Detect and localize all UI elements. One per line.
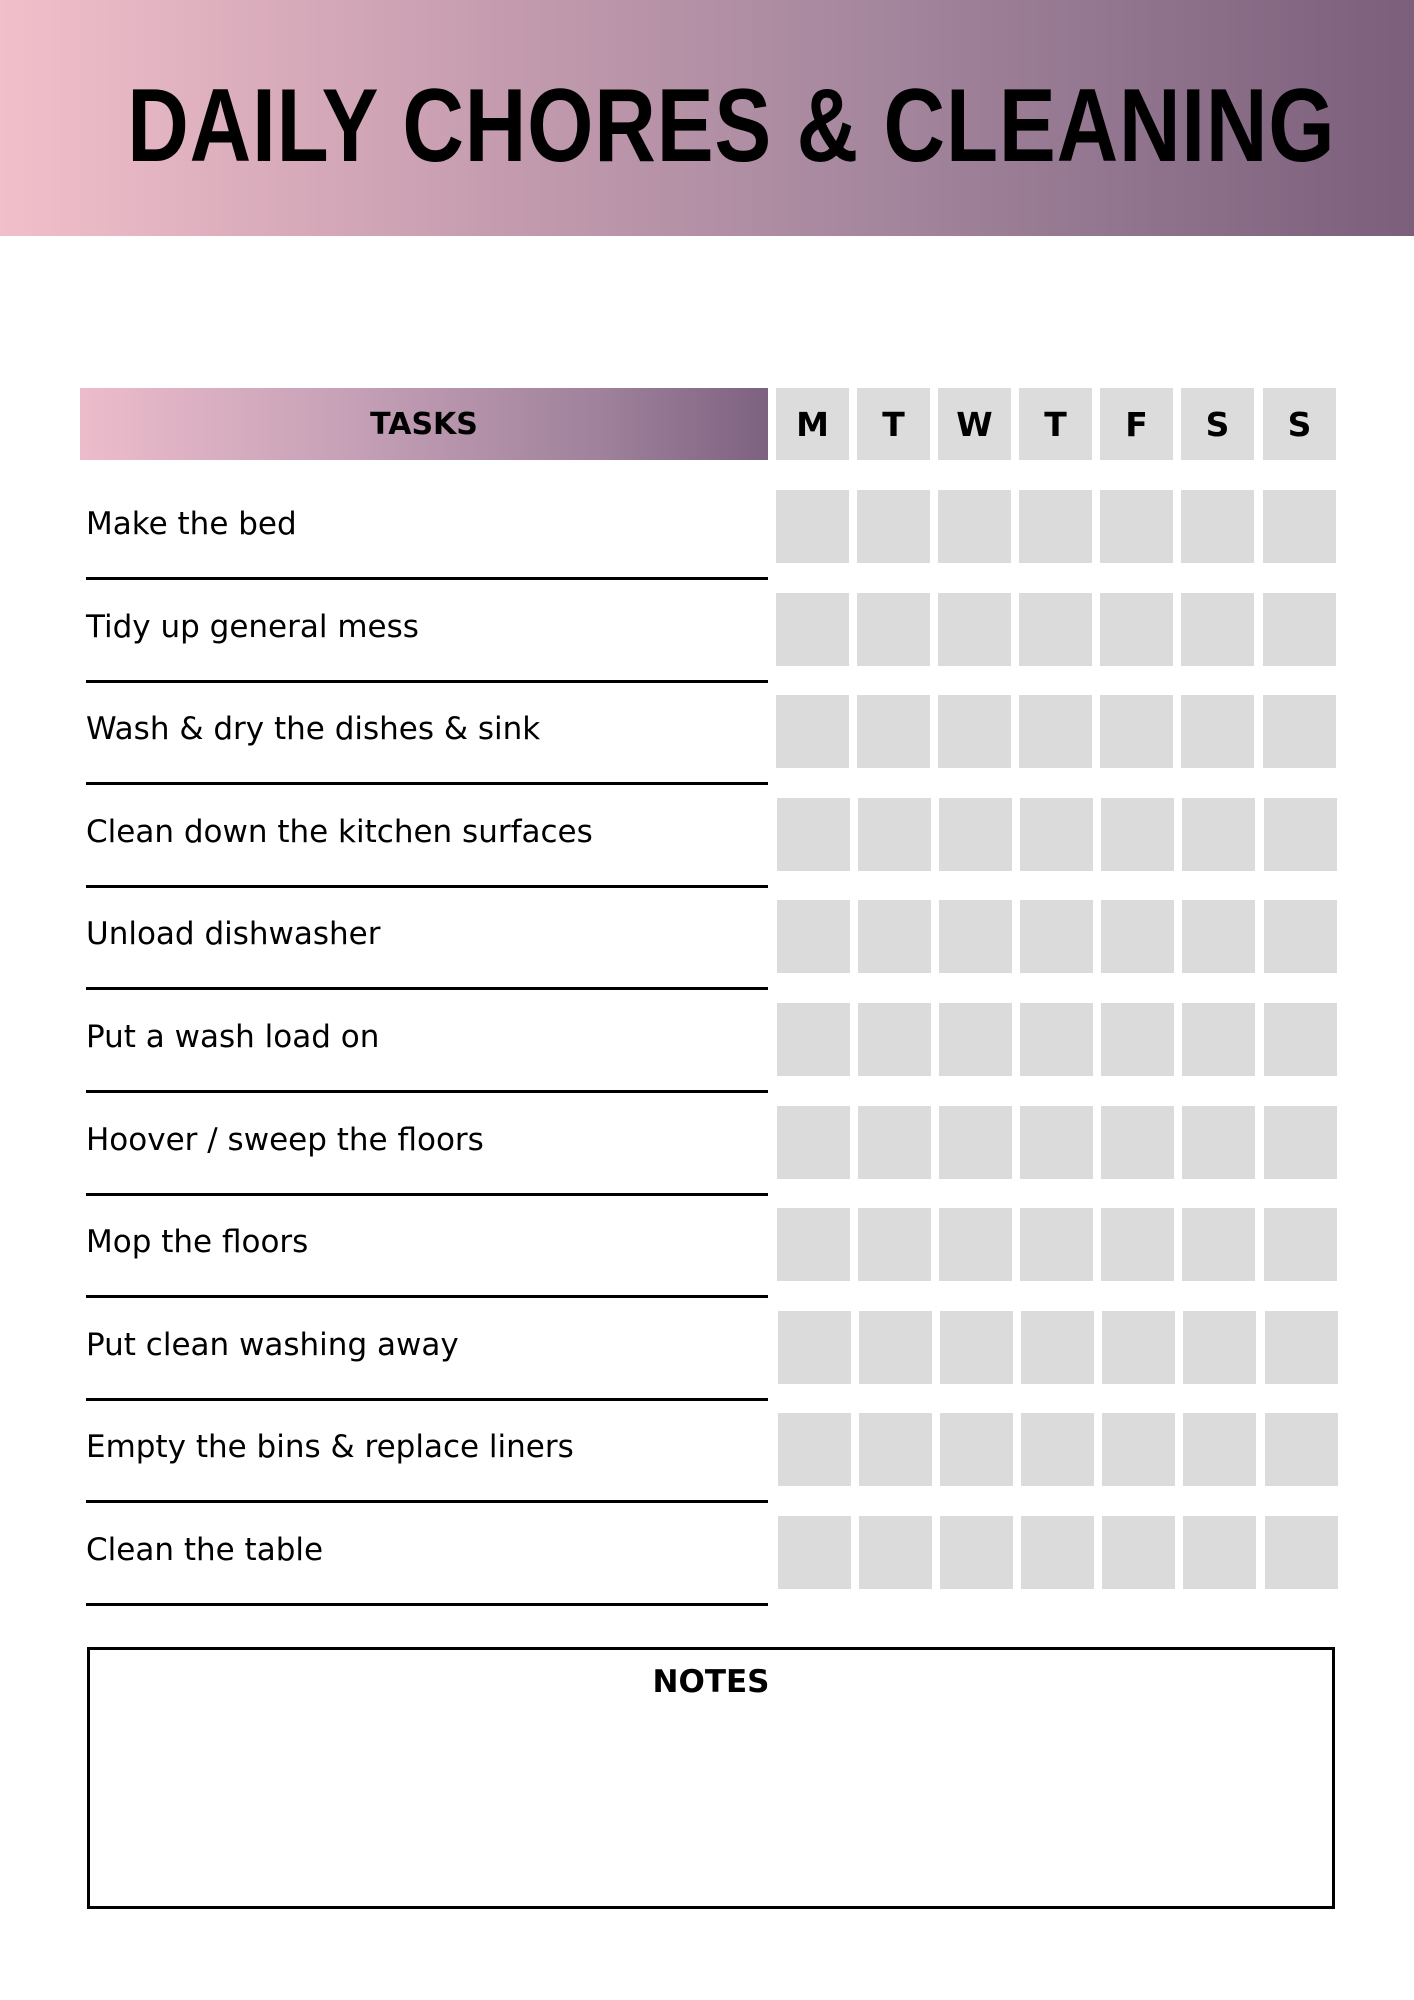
checkbox-cell[interactable] xyxy=(1264,1106,1337,1179)
checkbox-cell[interactable] xyxy=(1101,900,1174,973)
task-underline xyxy=(86,782,768,785)
task-underline xyxy=(86,987,768,990)
checkbox-cell[interactable] xyxy=(778,1311,851,1384)
checkbox-cell[interactable] xyxy=(1019,593,1092,666)
checkbox-cell[interactable] xyxy=(1020,798,1093,871)
checkbox-cell[interactable] xyxy=(939,900,1012,973)
day-header-5: S xyxy=(1181,388,1254,460)
checkbox-cell[interactable] xyxy=(1102,1413,1175,1486)
checkbox-cell[interactable] xyxy=(1101,1003,1174,1076)
checkbox-cell[interactable] xyxy=(1182,1003,1255,1076)
task-label: Mop the floors xyxy=(86,1224,309,1260)
checkbox-cell[interactable] xyxy=(858,1003,931,1076)
checkbox-cell[interactable] xyxy=(1020,1106,1093,1179)
checkbox-cell[interactable] xyxy=(1265,1311,1338,1384)
task-label: Tidy up general mess xyxy=(86,609,419,645)
checkbox-cell[interactable] xyxy=(1264,1208,1337,1281)
checkbox-cell[interactable] xyxy=(1100,695,1173,768)
checkbox-cell[interactable] xyxy=(1182,1106,1255,1179)
checkbox-cell[interactable] xyxy=(938,490,1011,563)
checkbox-cell[interactable] xyxy=(1264,1003,1337,1076)
task-label: Put clean washing away xyxy=(86,1327,459,1363)
checkbox-cell[interactable] xyxy=(1263,695,1336,768)
day-header-1: T xyxy=(857,388,930,460)
checkbox-cell[interactable] xyxy=(940,1413,1013,1486)
checkbox-cell[interactable] xyxy=(1020,900,1093,973)
checkbox-cell[interactable] xyxy=(940,1516,1013,1589)
checkbox-cell[interactable] xyxy=(1183,1516,1256,1589)
task-underline xyxy=(86,1295,768,1298)
day-header-2: W xyxy=(938,388,1011,460)
checkbox-cell[interactable] xyxy=(1021,1311,1094,1384)
checkbox-cell[interactable] xyxy=(857,490,930,563)
checkbox-cell[interactable] xyxy=(940,1311,1013,1384)
checkbox-cell[interactable] xyxy=(939,1208,1012,1281)
task-underline xyxy=(86,1090,768,1093)
checkbox-cell[interactable] xyxy=(1102,1311,1175,1384)
task-label: Empty the bins & replace liners xyxy=(86,1429,574,1465)
checkbox-cell[interactable] xyxy=(1183,1311,1256,1384)
checkbox-cell[interactable] xyxy=(1021,1413,1094,1486)
task-label: Unload dishwasher xyxy=(86,916,381,952)
checkbox-cell[interactable] xyxy=(938,695,1011,768)
checkbox-cell[interactable] xyxy=(1263,490,1336,563)
task-label: Clean the table xyxy=(86,1532,324,1568)
checkbox-cell[interactable] xyxy=(1264,900,1337,973)
checkbox-cell[interactable] xyxy=(1020,1208,1093,1281)
checkbox-cell[interactable] xyxy=(938,593,1011,666)
checkbox-cell[interactable] xyxy=(1102,1516,1175,1589)
checkbox-cell[interactable] xyxy=(1100,490,1173,563)
notes-title: NOTES xyxy=(652,1664,770,1700)
checkbox-cell[interactable] xyxy=(1181,695,1254,768)
checkbox-cell[interactable] xyxy=(1183,1413,1256,1486)
checkbox-cell[interactable] xyxy=(1181,593,1254,666)
checkbox-cell[interactable] xyxy=(939,1003,1012,1076)
day-header-6: S xyxy=(1263,388,1336,460)
checkbox-cell[interactable] xyxy=(1265,1516,1338,1589)
checkbox-cell[interactable] xyxy=(777,1003,850,1076)
checkbox-cell[interactable] xyxy=(857,593,930,666)
checkbox-cell[interactable] xyxy=(1101,1208,1174,1281)
checkbox-cell[interactable] xyxy=(1020,1003,1093,1076)
checkbox-cell[interactable] xyxy=(1182,798,1255,871)
checkbox-cell[interactable] xyxy=(777,1208,850,1281)
checkbox-cell[interactable] xyxy=(1265,1413,1338,1486)
tasks-header: TASKS xyxy=(80,388,768,460)
checkbox-cell[interactable] xyxy=(776,593,849,666)
task-label: Put a wash load on xyxy=(86,1019,380,1055)
task-underline xyxy=(86,885,768,888)
checkbox-cell[interactable] xyxy=(939,1106,1012,1179)
task-label: Clean down the kitchen surfaces xyxy=(86,814,593,850)
checkbox-cell[interactable] xyxy=(776,695,849,768)
checkbox-cell[interactable] xyxy=(1182,900,1255,973)
checkbox-cell[interactable] xyxy=(1100,593,1173,666)
checkbox-cell[interactable] xyxy=(857,695,930,768)
checkbox-cell[interactable] xyxy=(859,1311,932,1384)
task-underline xyxy=(86,1500,768,1503)
checkbox-cell[interactable] xyxy=(858,1208,931,1281)
checkbox-cell[interactable] xyxy=(858,1106,931,1179)
day-header-3: T xyxy=(1019,388,1092,460)
task-underline xyxy=(86,680,768,683)
task-underline xyxy=(86,1603,768,1606)
checkbox-cell[interactable] xyxy=(1019,695,1092,768)
checkbox-cell[interactable] xyxy=(1021,1516,1094,1589)
page-title: DAILY CHORES & CLEANING xyxy=(127,68,1336,184)
checkbox-cell[interactable] xyxy=(1101,798,1174,871)
checkbox-cell[interactable] xyxy=(777,1106,850,1179)
checkbox-cell[interactable] xyxy=(939,798,1012,871)
checkbox-cell[interactable] xyxy=(859,1413,932,1486)
task-label: Hoover / sweep the floors xyxy=(86,1122,484,1158)
checkbox-cell[interactable] xyxy=(1264,798,1337,871)
day-header-4: F xyxy=(1100,388,1173,460)
day-header-0: M xyxy=(776,388,849,460)
checkbox-cell[interactable] xyxy=(1181,490,1254,563)
task-underline xyxy=(86,577,768,580)
task-underline xyxy=(86,1193,768,1196)
task-label: Make the bed xyxy=(86,506,297,542)
checkbox-cell[interactable] xyxy=(858,900,931,973)
checkbox-cell[interactable] xyxy=(859,1516,932,1589)
checkbox-cell[interactable] xyxy=(777,900,850,973)
checkbox-cell[interactable] xyxy=(858,798,931,871)
checkbox-cell[interactable] xyxy=(1182,1208,1255,1281)
checkbox-cell[interactable] xyxy=(1101,1106,1174,1179)
checkbox-cell[interactable] xyxy=(776,490,849,563)
task-label: Wash & dry the dishes & sink xyxy=(86,711,541,747)
notes-box[interactable] xyxy=(87,1647,1335,1909)
checkbox-cell[interactable] xyxy=(1263,593,1336,666)
checkbox-cell[interactable] xyxy=(778,1413,851,1486)
checkbox-cell[interactable] xyxy=(1019,490,1092,563)
task-underline xyxy=(86,1398,768,1401)
checkbox-cell[interactable] xyxy=(778,1516,851,1589)
checkbox-cell[interactable] xyxy=(777,798,850,871)
